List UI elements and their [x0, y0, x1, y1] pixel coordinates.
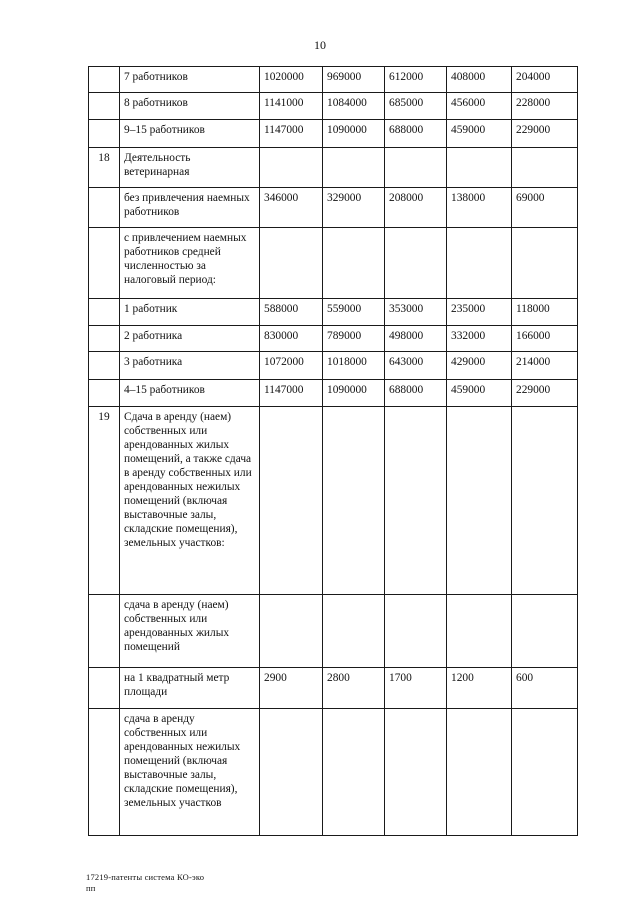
table-row [89, 188, 578, 228]
row-number-cell: 19 [89, 407, 120, 595]
row-number-cell [89, 188, 120, 228]
row-number-cell [89, 709, 120, 836]
rate-cell-group1: 1147000 [260, 120, 323, 148]
rate-cell-group1 [260, 407, 323, 595]
rate-cell-group2: 559000 [323, 299, 385, 326]
activity-description-cell: сдача в аренду собственных или арендованных нежилых помещений (включая выставочные залы, складские помещения), земельных участков [120, 709, 260, 836]
rate-cell-group5: 214000 [512, 352, 578, 380]
rate-cell-group1: 588000 [260, 299, 323, 326]
rate-cell-group3: 498000 [385, 326, 447, 352]
patent-rates-table [88, 66, 578, 836]
rate-cell-group5: 204000 [512, 67, 578, 93]
table-row [89, 93, 578, 120]
table-row [89, 668, 578, 709]
rate-cell-group2: 969000 [323, 67, 385, 93]
activity-description-cell: Сдача в аренду (наем) собственных или арендованных жилых помещений, а также сдача в аренду собственных или арендованных нежилых помещений (включая выставочные залы, складские помещения), земельных участков: [120, 407, 260, 595]
rate-cell-group3: 688000 [385, 380, 447, 407]
row-number-cell [89, 595, 120, 668]
rate-cell-group2 [323, 228, 385, 299]
rate-cell-group3 [385, 148, 447, 188]
rate-cell-group4: 332000 [447, 326, 512, 352]
footer-suffix: пп [86, 883, 96, 893]
activity-description-cell: Деятельность ветеринарная [120, 148, 260, 188]
rate-cell-group3 [385, 595, 447, 668]
rate-cell-group2: 789000 [323, 326, 385, 352]
rate-cell-group3 [385, 228, 447, 299]
rate-cell-group2: 2800 [323, 668, 385, 709]
row-number-cell [89, 352, 120, 380]
rate-cell-group4: 456000 [447, 93, 512, 120]
rate-cell-group2 [323, 595, 385, 668]
activity-description-cell: 9–15 работников [120, 120, 260, 148]
rate-cell-group1 [260, 148, 323, 188]
table-row [89, 228, 578, 299]
table-row [89, 595, 578, 668]
rate-cell-group4: 459000 [447, 380, 512, 407]
rate-cell-group5 [512, 148, 578, 188]
table-row [89, 326, 578, 352]
table-row [89, 380, 578, 407]
rate-cell-group4 [447, 148, 512, 188]
table-body [89, 67, 578, 836]
rate-cell-group2: 1084000 [323, 93, 385, 120]
rate-cell-group5 [512, 595, 578, 668]
table-row [89, 120, 578, 148]
row-number-cell [89, 326, 120, 352]
rate-cell-group5: 69000 [512, 188, 578, 228]
table-row [89, 299, 578, 326]
rate-cell-group3: 208000 [385, 188, 447, 228]
rate-cell-group1: 346000 [260, 188, 323, 228]
row-number-cell [89, 120, 120, 148]
rate-cell-group5: 229000 [512, 120, 578, 148]
rate-cell-group4: 459000 [447, 120, 512, 148]
table-row [89, 148, 578, 188]
rate-cell-group3: 688000 [385, 120, 447, 148]
rate-cell-group1: 1020000 [260, 67, 323, 93]
activity-description-cell: 8 работников [120, 93, 260, 120]
rate-cell-group2: 1090000 [323, 120, 385, 148]
rate-cell-group2: 1090000 [323, 380, 385, 407]
rate-cell-group4 [447, 595, 512, 668]
rate-cell-group4: 429000 [447, 352, 512, 380]
row-number-cell [89, 668, 120, 709]
rate-cell-group4: 235000 [447, 299, 512, 326]
row-number-cell: 18 [89, 148, 120, 188]
rate-cell-group2 [323, 407, 385, 595]
rate-cell-group2 [323, 148, 385, 188]
activity-description-cell: 1 работник [120, 299, 260, 326]
rate-cell-group3: 685000 [385, 93, 447, 120]
rate-cell-group1: 1072000 [260, 352, 323, 380]
rate-cell-group2 [323, 709, 385, 836]
table-row [89, 407, 578, 595]
rate-cell-group4: 1200 [447, 668, 512, 709]
rate-cell-group5 [512, 407, 578, 595]
rate-cell-group3: 353000 [385, 299, 447, 326]
activity-description-cell: сдача в аренду (наем) собственных или арендованных жилых помещений [120, 595, 260, 668]
row-number-cell [89, 380, 120, 407]
rate-cell-group4: 408000 [447, 67, 512, 93]
rate-cell-group1: 2900 [260, 668, 323, 709]
rate-cell-group3: 643000 [385, 352, 447, 380]
rate-cell-group1 [260, 595, 323, 668]
rate-cell-group1 [260, 228, 323, 299]
rate-cell-group1: 1141000 [260, 93, 323, 120]
activity-description-cell: 4–15 работников [120, 380, 260, 407]
activity-description-cell: 7 работников [120, 67, 260, 93]
page-number: 10 [314, 38, 326, 52]
rate-cell-group1 [260, 709, 323, 836]
rate-cell-group4 [447, 407, 512, 595]
activity-description-cell: без привлечения наемных работников [120, 188, 260, 228]
rate-cell-group3 [385, 407, 447, 595]
rate-cell-group1: 1147000 [260, 380, 323, 407]
activity-description-cell: 2 работника [120, 326, 260, 352]
row-number-cell [89, 299, 120, 326]
table-row [89, 67, 578, 93]
rate-cell-group5: 166000 [512, 326, 578, 352]
activity-description-cell: 3 работника [120, 352, 260, 380]
rate-cell-group4: 138000 [447, 188, 512, 228]
rate-cell-group3: 612000 [385, 67, 447, 93]
rate-cell-group5: 229000 [512, 380, 578, 407]
rate-cell-group3: 1700 [385, 668, 447, 709]
rate-cell-group3 [385, 709, 447, 836]
row-number-cell [89, 93, 120, 120]
rate-cell-group2: 329000 [323, 188, 385, 228]
rate-cell-group5: 118000 [512, 299, 578, 326]
row-number-cell [89, 228, 120, 299]
rate-cell-group4 [447, 228, 512, 299]
rate-cell-group1: 830000 [260, 326, 323, 352]
rate-cell-group5: 228000 [512, 93, 578, 120]
rate-cell-group2: 1018000 [323, 352, 385, 380]
rate-cell-group5 [512, 709, 578, 836]
activity-description-cell: с привлечением наемных работников средней численностью за налоговый период: [120, 228, 260, 299]
rate-cell-group5: 600 [512, 668, 578, 709]
table-row [89, 709, 578, 836]
footer-document-id: 17219-патенты система КО-эко [86, 872, 205, 882]
rate-cell-group4 [447, 709, 512, 836]
rate-cell-group5 [512, 228, 578, 299]
activity-description-cell: на 1 квадратный метр площади [120, 668, 260, 709]
row-number-cell [89, 67, 120, 93]
table-row [89, 352, 578, 380]
